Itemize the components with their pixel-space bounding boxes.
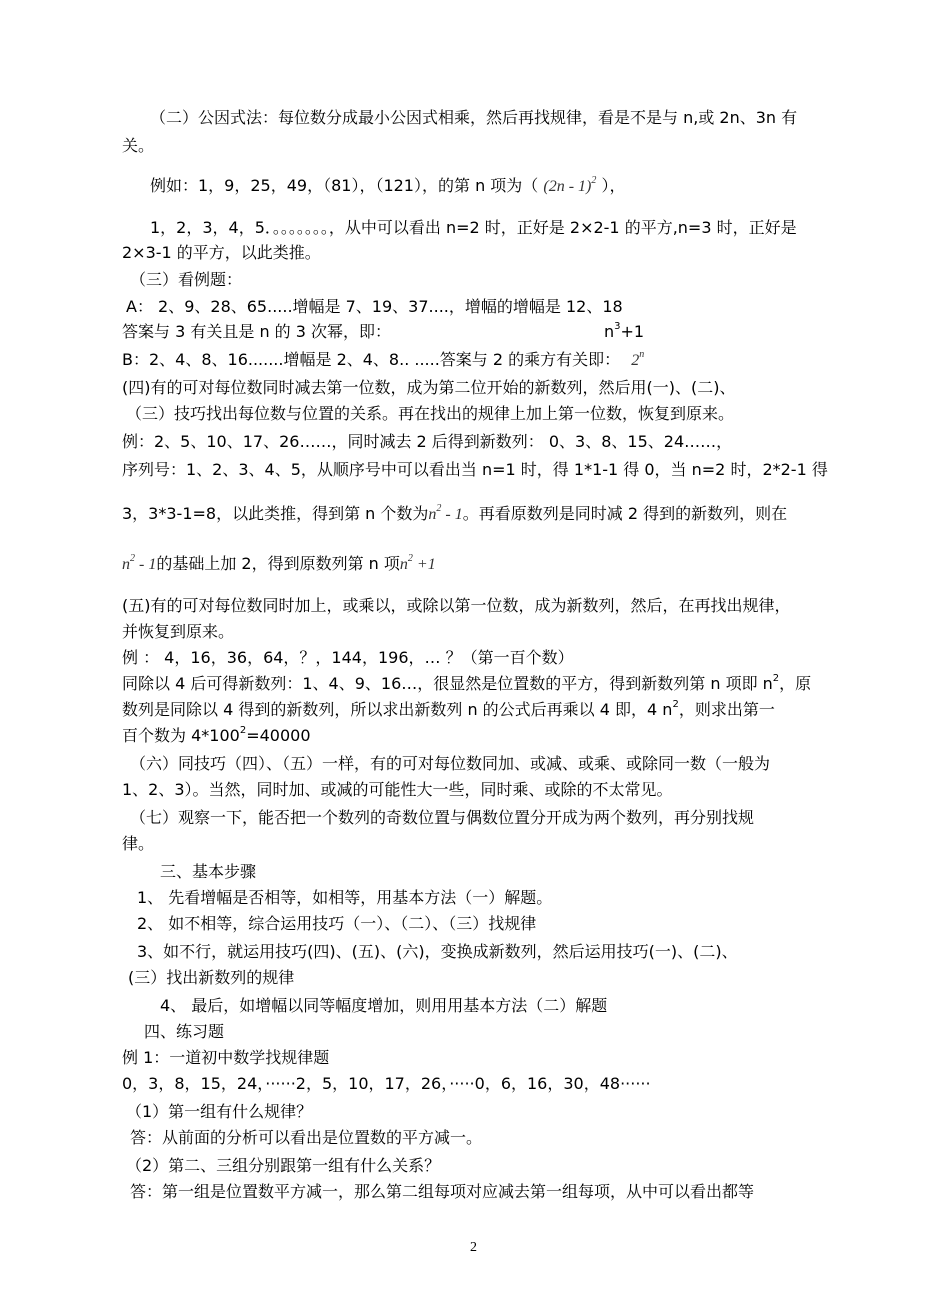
text-segment: 同除以 4 后可得新数列：1、4、9、16…，很显然是位置数的平方，得到新数列第 n 项即 n — [122, 674, 773, 693]
text-segment: 3，3*3-1=8，以此类推，得到第 n 个数为 — [122, 504, 429, 523]
text-line: （六）同技巧（四）、（五）一样，有的可对每位数同加、或减、或乘、或除同一数（一般为 — [130, 754, 771, 773]
formula-superscript: 2 — [436, 503, 442, 514]
text-line: 1，2，3，4，5．。。。。。。。，从中可以看出 n=2 时，正好是 2×2-1 的平方,n=3 时，正好是 — [150, 218, 797, 237]
formula — [604, 322, 644, 345]
text-line: （2）第二、三组分别跟第一组有什么关系？ — [126, 1156, 441, 1175]
section-heading: 四、练习题 — [144, 1022, 225, 1041]
text-line: (四)有的可对每位数同时减去第一位数，成为第二位开始的新数列，然后用(一)、(二)、 — [122, 378, 736, 397]
text-line — [122, 674, 811, 697]
text-line: 答：从前面的分析可以看出是位置数的平方减一。 — [130, 1128, 483, 1147]
text-line — [150, 176, 625, 199]
text-line: 2、 如不相等，综合运用技巧（一）、（二）、（三）找规律 — [137, 914, 537, 933]
text-line: 1、2、3）。当然，同时加、或减的可能性大一些，同时乘、或除的不太常见。 — [122, 780, 673, 799]
text-line: 0，3，8，15，24，······2，5，10，17，26，·····0，6，16，30，48······ — [122, 1074, 651, 1093]
formula-superscript: 2 — [130, 553, 135, 564]
formula: - 1 — [441, 506, 463, 523]
text-line — [122, 700, 775, 723]
text-line: (五)有的可对每位数同时加上，或乘以，或除以第一位数，成为新数列，然后，在再找出规律， — [122, 596, 791, 615]
text-segment: 例如：1，9，25，49，（81），（121），的第 n 项为（ — [150, 176, 539, 195]
section-heading: 三、基本步骤 — [160, 862, 257, 881]
formula-superscript: 3 — [614, 321, 621, 332]
text-line: 例 1：一道初中数学找规律题 — [122, 1048, 330, 1067]
text-line: 4、 最后，如增幅以同等幅度增加，则用用基本方法（二）解题 — [160, 996, 608, 1015]
text-line: 答案与 3 有关且是 n 的 3 次幂，即： — [122, 322, 392, 341]
formula-superscript: n — [639, 349, 645, 360]
formula-superscript: 2 — [772, 673, 780, 684]
text-segment: 。再看原数列是同时减 2 得到的新数列，则在 — [462, 504, 788, 523]
text-segment: B：2、4、8、16.......增幅是 2、4、8.. .....答案与 2 的乘方有关即： — [122, 350, 621, 369]
text-line: 1、 先看增幅是否相等，如相等，用基本方法（一）解题。 — [137, 888, 553, 907]
text-line: 例：2、5、10、17、26……，同时减去 2 后得到新数列： 0、3、8、15、24……， — [122, 432, 733, 451]
text-line: （三）技巧找出每位数与位置的关系。再在找出的规律上加上第一位数，恢复到原来。 — [126, 404, 735, 423]
text-line — [122, 504, 787, 527]
text-line: （七）观察一下，能否把一个数列的奇数位置与偶数位置分开成为两个数列，再分别找规 — [130, 808, 755, 827]
formula: - 1 — [135, 556, 157, 573]
text-segment: ，则求出第一 — [678, 700, 775, 719]
text-segment: 的基础上加 2，得到原数列第 n 项 — [156, 554, 400, 573]
text-line: 3、如不行，就运用技巧(四)、(五)、(六)，变换成新数列，然后运用技巧(一)、(二)、 — [137, 942, 738, 961]
text-segment: =40000 — [246, 726, 311, 745]
text-line: A： 2、9、28、65.....增幅是 7、19、37....，增幅的增幅是 12、18 — [126, 297, 623, 316]
text-line — [122, 554, 436, 577]
formula-superscript: 2 — [591, 175, 597, 186]
text-line: （二）公因式法：每位数分成最小公因式相乘，然后再找规律，看是不是与 n,或 2n、3n 有 — [150, 108, 798, 127]
text-line: 并恢复到原来。 — [122, 622, 235, 641]
text-segment: ）， — [601, 176, 626, 195]
formula-superscript: 2 — [239, 725, 247, 736]
formula: n — [428, 506, 437, 523]
formula: (2n - 1) — [543, 178, 592, 195]
formula: 2 — [631, 352, 640, 369]
text-segment: 数列是同除以 4 得到的新数列，所以求出新数列 n 的公式后再乘以 4 即，4 n — [122, 700, 673, 719]
formula-superscript: 2 — [407, 553, 413, 564]
text-line: (三）找出新数列的规律 — [128, 968, 295, 987]
formula-tail: +1 — [620, 322, 645, 341]
formula: n — [122, 556, 130, 573]
formula: +1 — [412, 556, 436, 573]
text-line: 关。 — [122, 136, 155, 155]
text-line — [122, 350, 644, 373]
page-number: 2 — [470, 1240, 477, 1255]
text-line: 例 ： 4，16，36，64，？，144，196，… ？（第一百个数） — [122, 648, 574, 667]
text-line — [122, 726, 311, 749]
text-line: 2×3-1 的平方，以此类推。 — [122, 243, 321, 262]
text-line: 答：第一组是位置数平方减一，那么第二组每项对应减去第一组每项，从中可以看出都等 — [130, 1182, 755, 1201]
formula-superscript: 2 — [672, 699, 679, 710]
text-line: 律。 — [122, 834, 155, 853]
text-segment: ，原 — [779, 674, 812, 693]
text-line: 序列号：1、2、3、4、5，从顺序号中可以看出当 n=1 时，得 1*1-1 得 0，当 n=2 时，2*2-1 得 — [122, 460, 828, 479]
text-segment: 百个数为 4*100 — [122, 726, 240, 745]
text-line: （1）第一组有什么规律？ — [126, 1102, 313, 1121]
text-line: （三）看例题： — [130, 270, 243, 289]
formula: n — [399, 556, 408, 573]
formula-base: n — [604, 322, 615, 341]
